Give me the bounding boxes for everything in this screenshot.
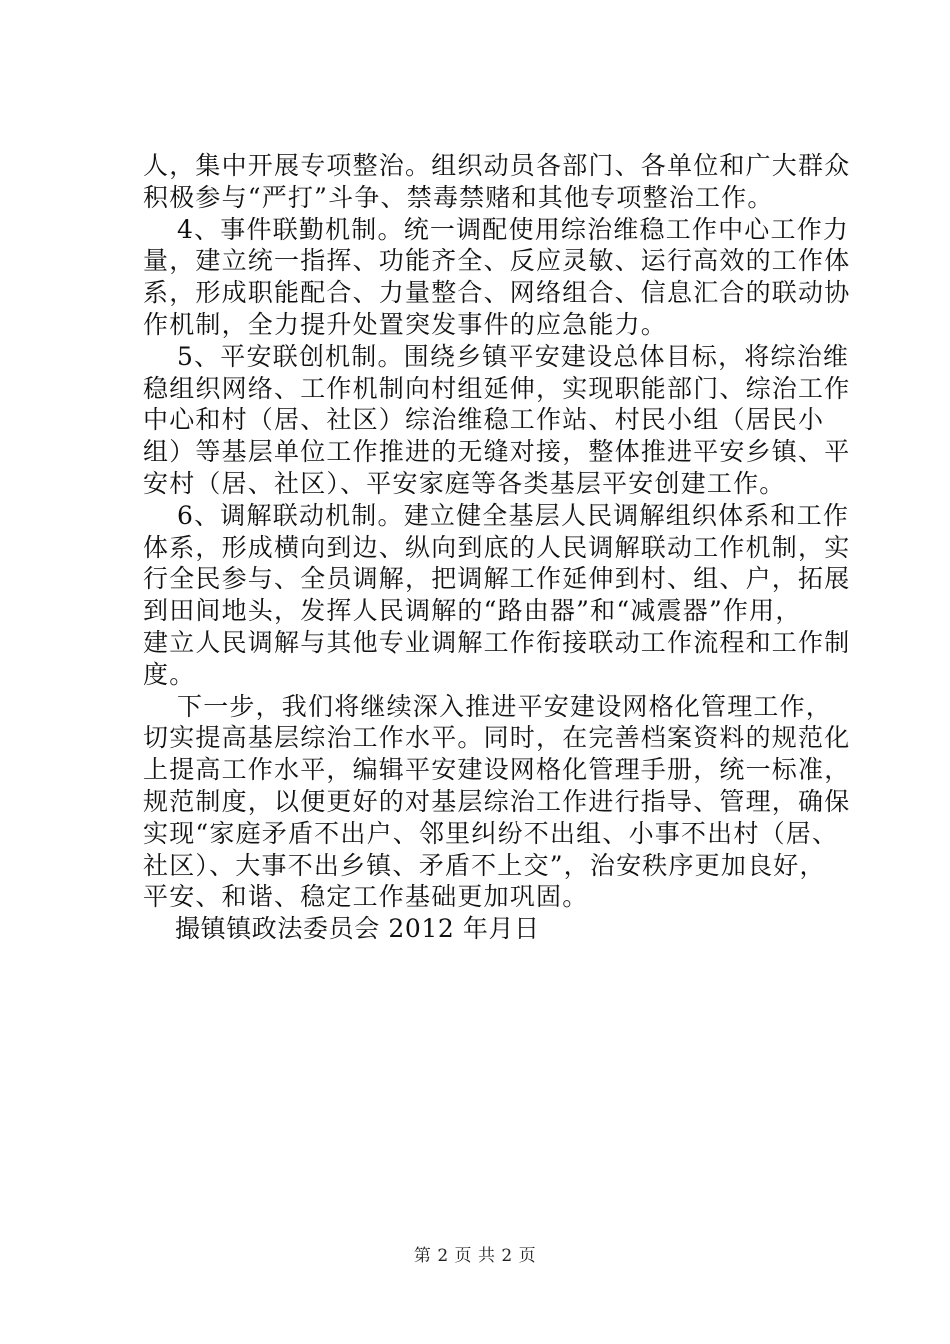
text-line: 稳组织网络、工作机制向村组延伸，实现职能部门、综治工作 — [143, 373, 851, 403]
text-line: 组）等基层单位工作推进的无缝对接，整体推进平安乡镇、平 — [143, 437, 851, 467]
text-line: 安村（居、社区）、平安家庭等各类基层平安创建工作。 — [143, 468, 786, 498]
text-line: 作机制，全力提升处置突发事件的应急能力。 — [143, 309, 668, 339]
signature-line: 撮镇镇政法委员会 2012 年月日 — [175, 914, 540, 944]
text-line: 中心和村（居、社区）综治维稳工作站、村民小组（居民小 — [143, 405, 825, 435]
document-body — [143, 150, 851, 945]
text-line: 行全民参与、全员调解，把调解工作延伸到村、组、户，拓展 — [143, 564, 851, 594]
text-line: 积极参与“严打”斗争、禁毒禁赌和其他专项整治工作。 — [143, 182, 774, 212]
text-line: 切实提高基层综治工作水平。同时，在完善档案资料的规范化 — [143, 723, 851, 753]
text-line: 体系，形成横向到边、纵向到底的人民调解联动工作机制，实 — [143, 532, 851, 562]
text-line: 社区）、大事不出乡镇、矛盾不上交”，治安秩序更加良好， — [143, 850, 826, 880]
text-line: 人，集中开展专项整治。组织动员各部门、各单位和广大群众 — [143, 151, 851, 180]
page-footer: 第 2 页 共 2 页 — [413, 1246, 537, 1266]
text-line: 6、调解联动机制。建立健全基层人民调解组织体系和工作 — [177, 500, 850, 530]
text-line: 度。 — [143, 659, 196, 689]
text-line: 到田间地头，发挥人民调解的“路由器”和“减震器”作用， — [143, 596, 802, 626]
text-line: 4、事件联勤机制。统一调配使用综治维稳工作中心工作力 — [177, 214, 850, 244]
text-line: 规范制度，以便更好的对基层综治工作进行指导、管理，确保 — [143, 786, 851, 816]
text-line: 建立人民调解与其他专业调解工作衔接联动工作流程和工作制 — [143, 627, 851, 657]
text-line: 5、平安联创机制。围绕乡镇平安建设总体目标，将综治维 — [177, 341, 850, 371]
text-line: 上提高工作水平，编辑平安建设网格化管理手册，统一标准， — [143, 755, 851, 785]
text-line: 平安、和谐、稳定工作基础更加巩固。 — [143, 882, 589, 912]
text-line: 实现“家庭矛盾不出户、邻里纠纷不出组、小事不出村（居、 — [143, 818, 839, 848]
text-line: 系，形成职能配合、力量整合、网络组合、信息汇合的联动协 — [143, 278, 851, 308]
text-line: 下一步，我们将继续深入推进平安建设网格化管理工作， — [177, 691, 833, 721]
text-line: 量，建立统一指挥、功能齐全、反应灵敏、运行高效的工作体 — [143, 246, 851, 276]
